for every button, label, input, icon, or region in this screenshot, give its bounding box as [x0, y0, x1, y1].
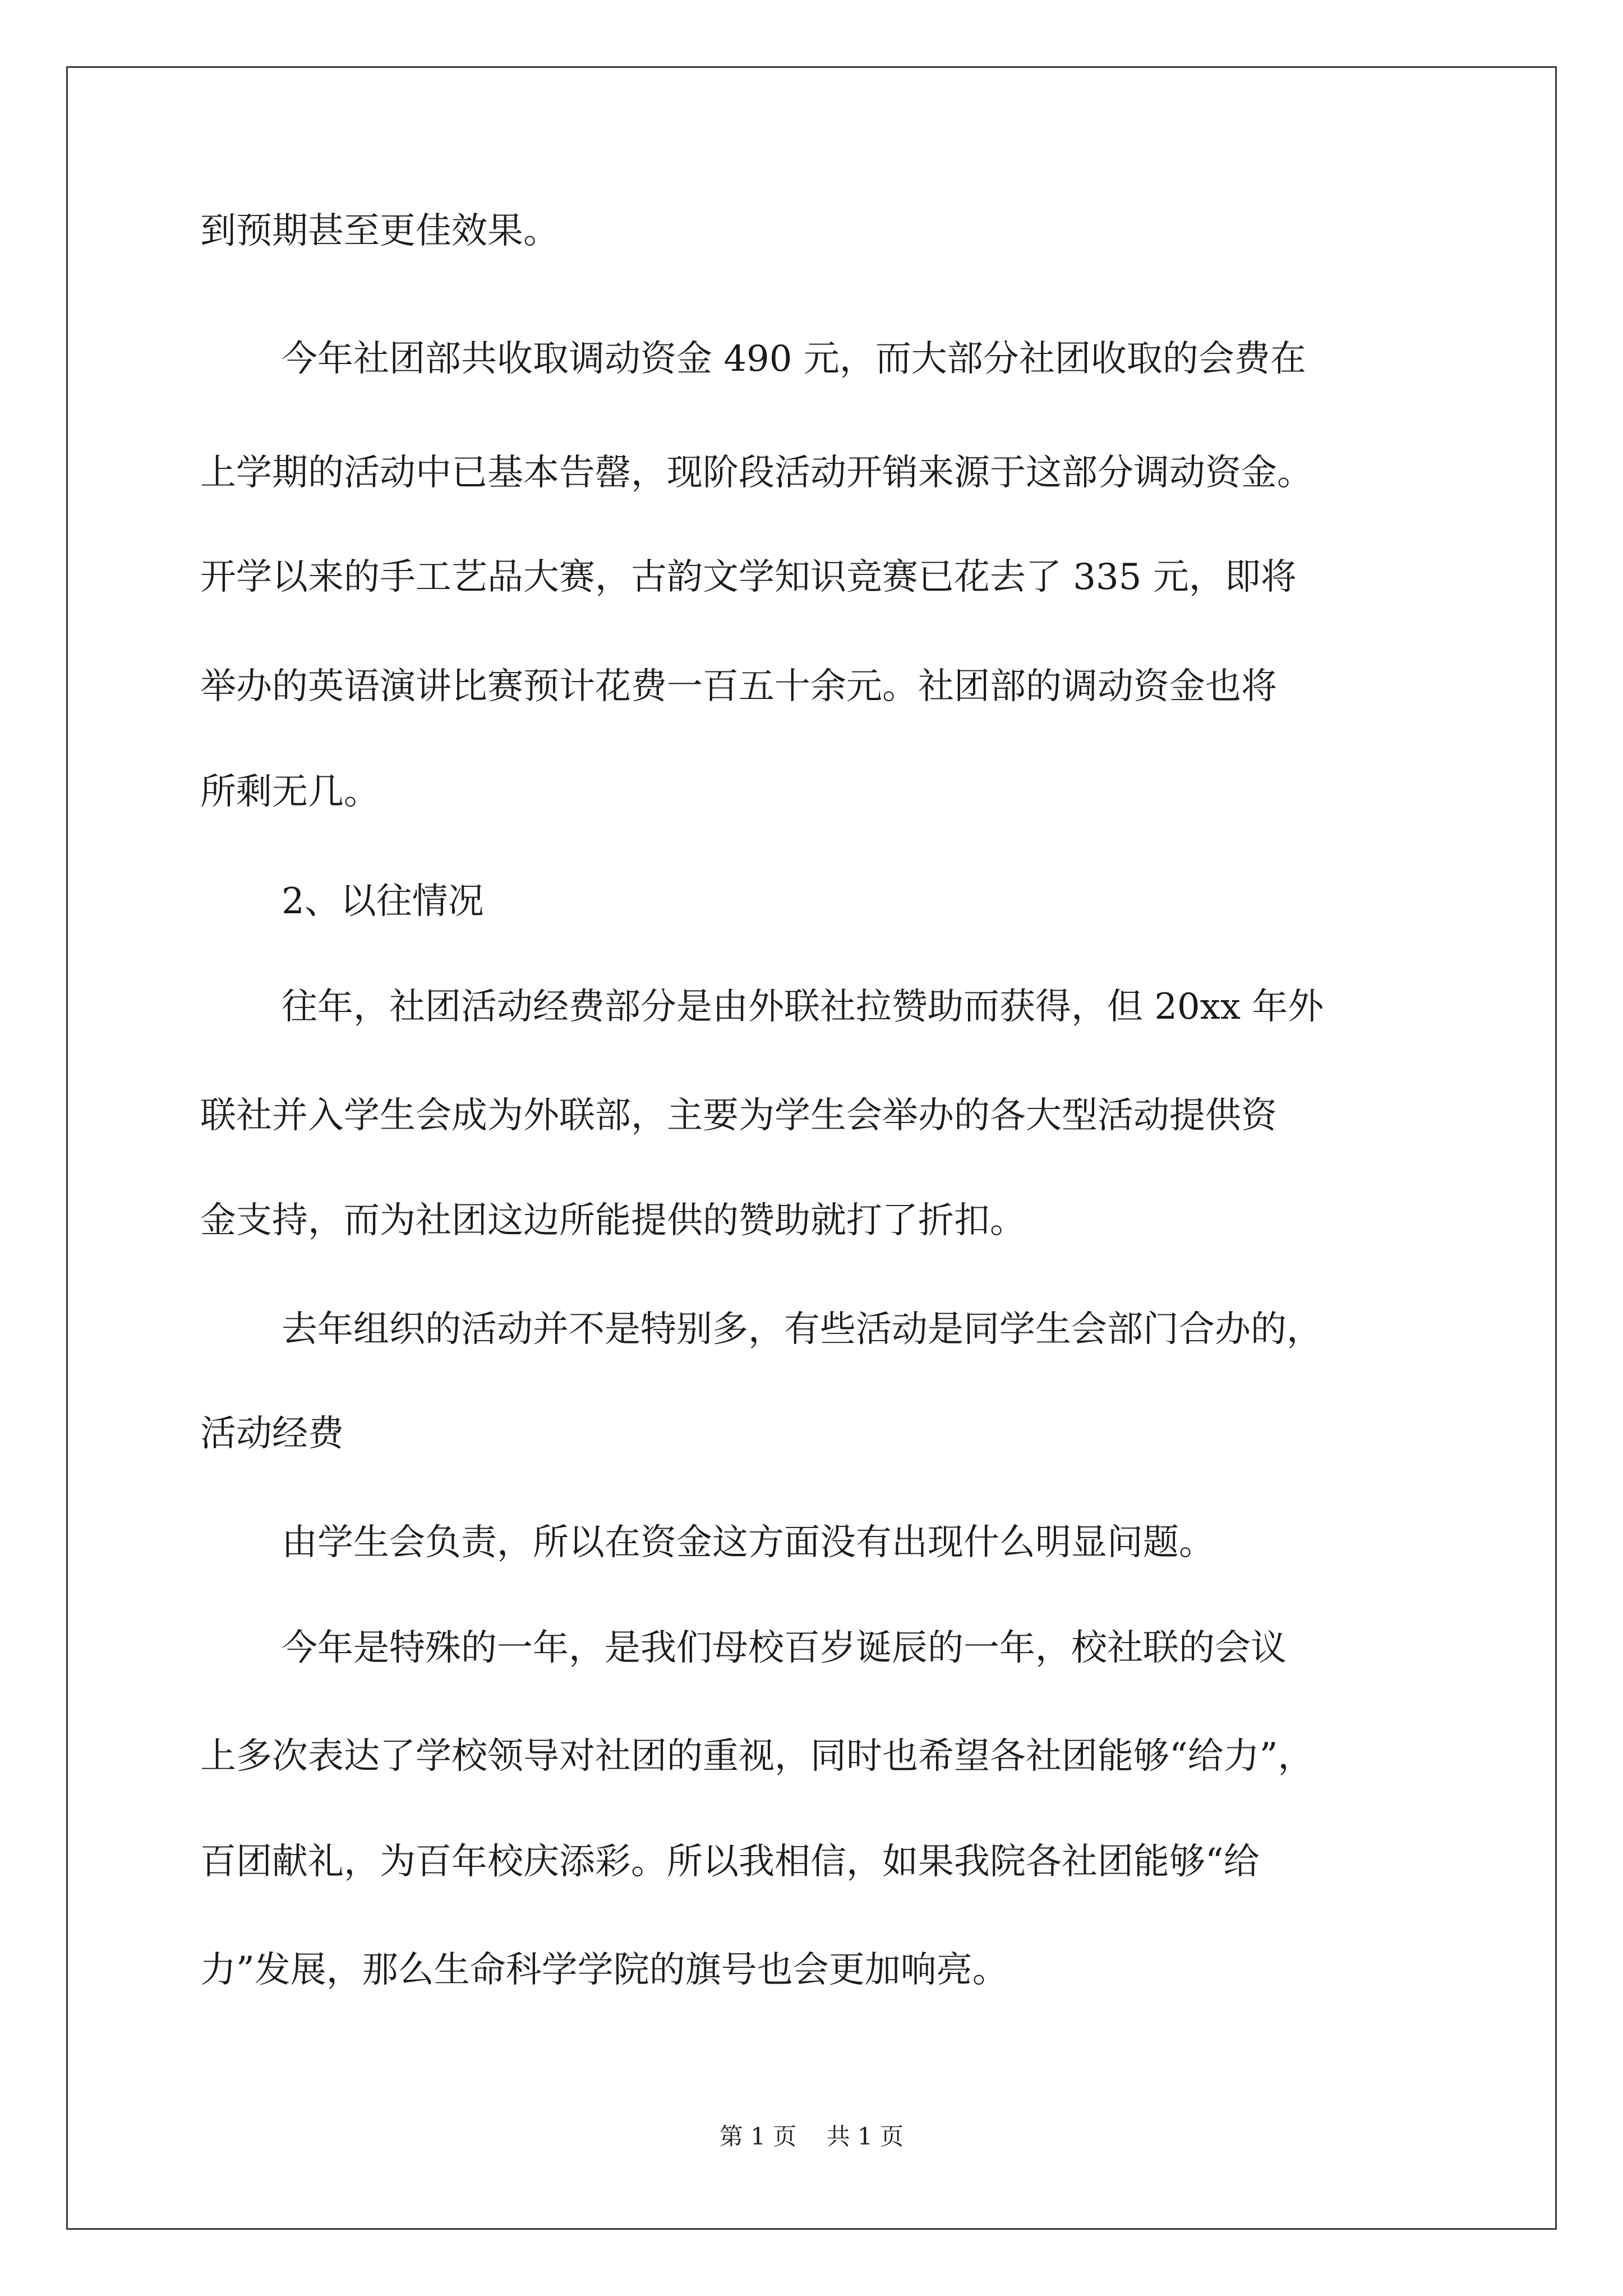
- page-number-footer: 第 1 页 共 1 页: [719, 2123, 904, 2150]
- text-line: 所剩无几。: [200, 771, 380, 813]
- text-line: 活动经费: [200, 1413, 344, 1455]
- text-line: 金支持，而为社团这边所能提供的赞助就打了折扣。: [200, 1200, 1026, 1241]
- text-line: 由学生会负责，所以在资金这方面没有出现什么明显问题。: [282, 1522, 1215, 1563]
- text-line: 举办的英语演讲比赛预计花费一百五十余元。社团部的调动资金也将: [200, 666, 1277, 707]
- text-line: 往年，社团活动经费部分是由外联社拉赞助而获得，但 20xx 年外: [282, 986, 1324, 1028]
- text-line: 力”发展，那么生命科学学院的旗号也会更加响亮。: [200, 1949, 1008, 1991]
- page-border: [66, 66, 1557, 2230]
- text-line: 上学期的活动中已基本告罄，现阶段活动开销来源于这部分调动资金。: [200, 452, 1313, 494]
- text-line: 到预期甚至更佳效果。: [200, 210, 559, 252]
- text-line: 上多次表达了学校领导对社团的重视，同时也希望各社团能够“给力”，: [200, 1736, 1314, 1777]
- text-line: 百团献礼，为百年校庆添彩。所以我相信，如果我院各社团能够“给: [200, 1841, 1260, 1883]
- text-line: 开学以来的手工艺品大赛，古韵文学知识竞赛已花去了 335 元，即将: [200, 556, 1297, 598]
- text-line: 今年是特殊的一年，是我们母校百岁诞辰的一年，校社联的会议: [282, 1627, 1287, 1669]
- section-heading: 2、以往情况: [282, 881, 484, 922]
- text-line: 联社并入学生会成为外联部，主要为学生会举办的各大型活动提供资: [200, 1095, 1277, 1137]
- text-line: 去年组织的活动并不是特别多，有些活动是同学生会部门合办的，: [282, 1309, 1322, 1350]
- text-line: 今年社团部共收取调动资金 490 元，而大部分社团收取的会费在: [282, 338, 1306, 380]
